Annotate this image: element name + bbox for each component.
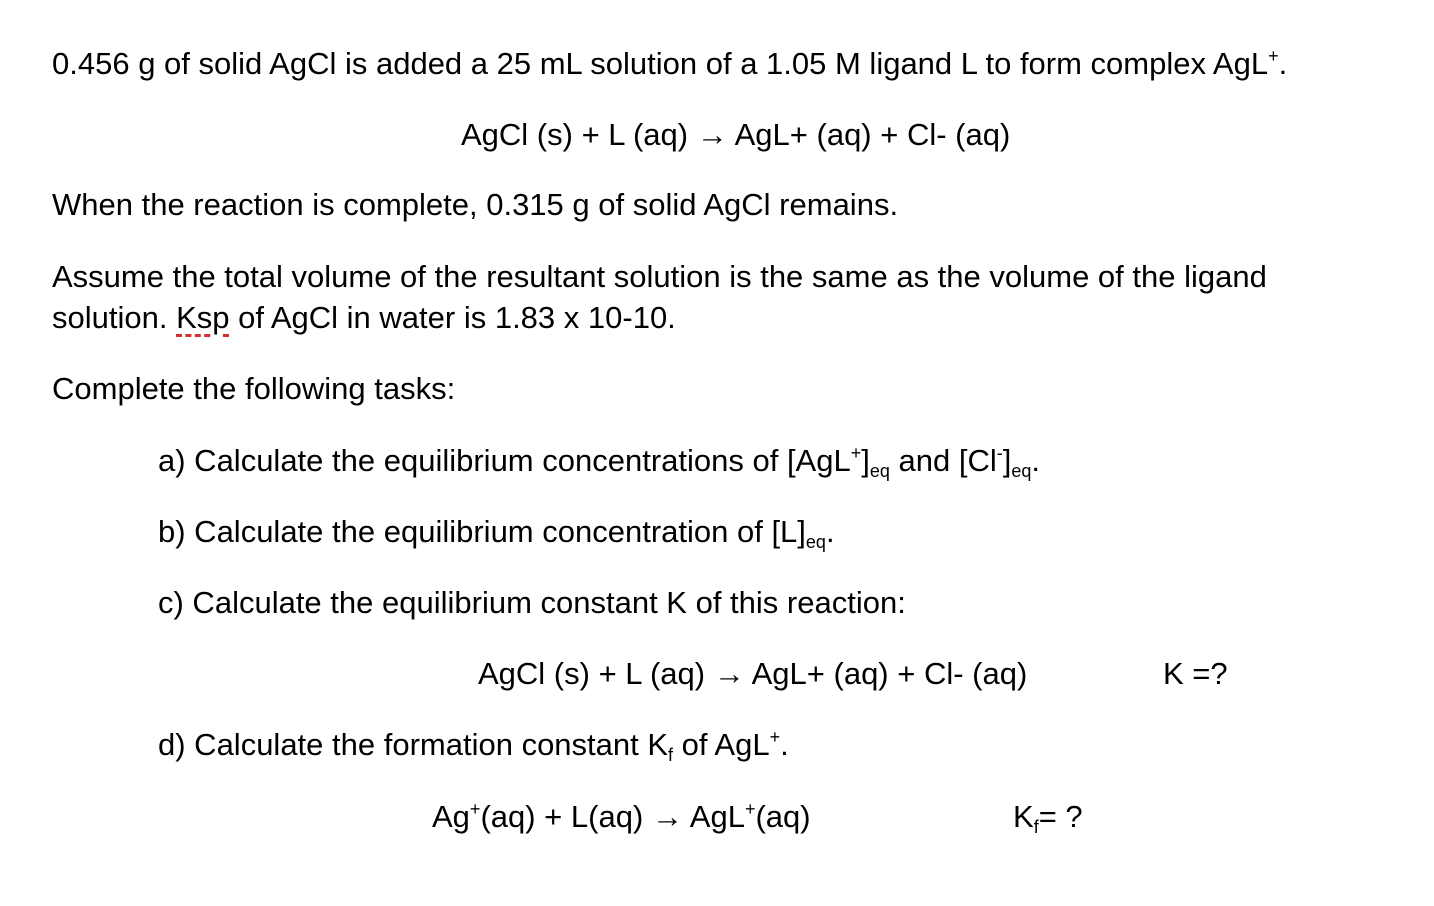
- task-a-text: a) Calculate the equilibrium concentrations of [AgL: [158, 443, 851, 478]
- reaction-equation-2: AgCl (s) + L (aq) → AgL+ (aq) + Cl- (aq): [478, 656, 1028, 691]
- task-d-text-2: of AgL: [673, 727, 770, 762]
- task-a-period: .: [1031, 443, 1041, 478]
- task-d-sup-plus: +: [769, 727, 781, 747]
- assumption-text: solution.: [52, 300, 177, 335]
- tasks-heading: Complete the following tasks:: [52, 371, 456, 406]
- kf-k: K: [1013, 799, 1034, 834]
- task-d-period: .: [780, 727, 789, 762]
- task-c: c) Calculate the equilibrium constant K of this reaction:: [158, 585, 906, 620]
- k-label: K =?: [1163, 656, 1228, 691]
- task-b-period: .: [825, 514, 835, 549]
- remaining-paragraph: When the reaction is complete, 0.315 g of solid AgCl remains.: [52, 187, 899, 222]
- task-a-sub-eq: eq: [869, 461, 890, 481]
- assumption-line-2: [52, 298, 676, 338]
- reaction3-sup-1: +: [469, 799, 481, 819]
- kf-rest: = ?: [1038, 799, 1083, 834]
- ksp-spellcheck-word: Ksp: [176, 300, 230, 335]
- intro-paragraph: [52, 44, 1287, 84]
- task-b: [158, 512, 835, 552]
- task-b-sub-eq: eq: [805, 532, 826, 552]
- task-a-sup-minus: -: [996, 443, 1003, 463]
- task-d-sub-f: f: [668, 745, 674, 765]
- task-d-text: d) Calculate the formation constant K: [158, 727, 669, 762]
- reaction3-end: (aq): [755, 799, 811, 834]
- assumption-line-1: Assume the total volume of the resultant solution is the same as the volume of the ligand: [52, 259, 1267, 294]
- reaction-equation-1: AgCl (s) + L (aq) → AgL+ (aq) + Cl- (aq): [461, 117, 1011, 152]
- task-a-bracket: ]: [861, 443, 870, 478]
- reaction3-sup-2: +: [744, 799, 756, 819]
- task-a-sup-plus: +: [850, 443, 862, 463]
- intro-superscript: +: [1268, 46, 1279, 66]
- task-a-and: and [Cl: [889, 443, 997, 478]
- task-b-text: b) Calculate the equilibrium concentration of [L]: [158, 514, 806, 549]
- task-d: [158, 725, 789, 765]
- task-a-sub-eq-2: eq: [1011, 461, 1032, 481]
- reaction3-mid: (aq) + L(aq) → AgL: [480, 799, 745, 834]
- task-a: [158, 441, 1040, 481]
- reaction-equation-3: [432, 797, 811, 837]
- reaction3-ag: Ag: [432, 799, 470, 834]
- intro-text: 0.456 g of solid AgCl is added a 25 mL solution of a 1.05 M ligand L to form complex AgL: [52, 46, 1269, 81]
- task-a-bracket-2: ]: [1002, 443, 1012, 478]
- kf-label: [1013, 797, 1083, 837]
- kf-sub-f: f: [1033, 817, 1039, 837]
- intro-period: .: [1278, 46, 1288, 81]
- assumption-text-rest: of AgCl in water is 1.83 x 10-10.: [229, 300, 676, 335]
